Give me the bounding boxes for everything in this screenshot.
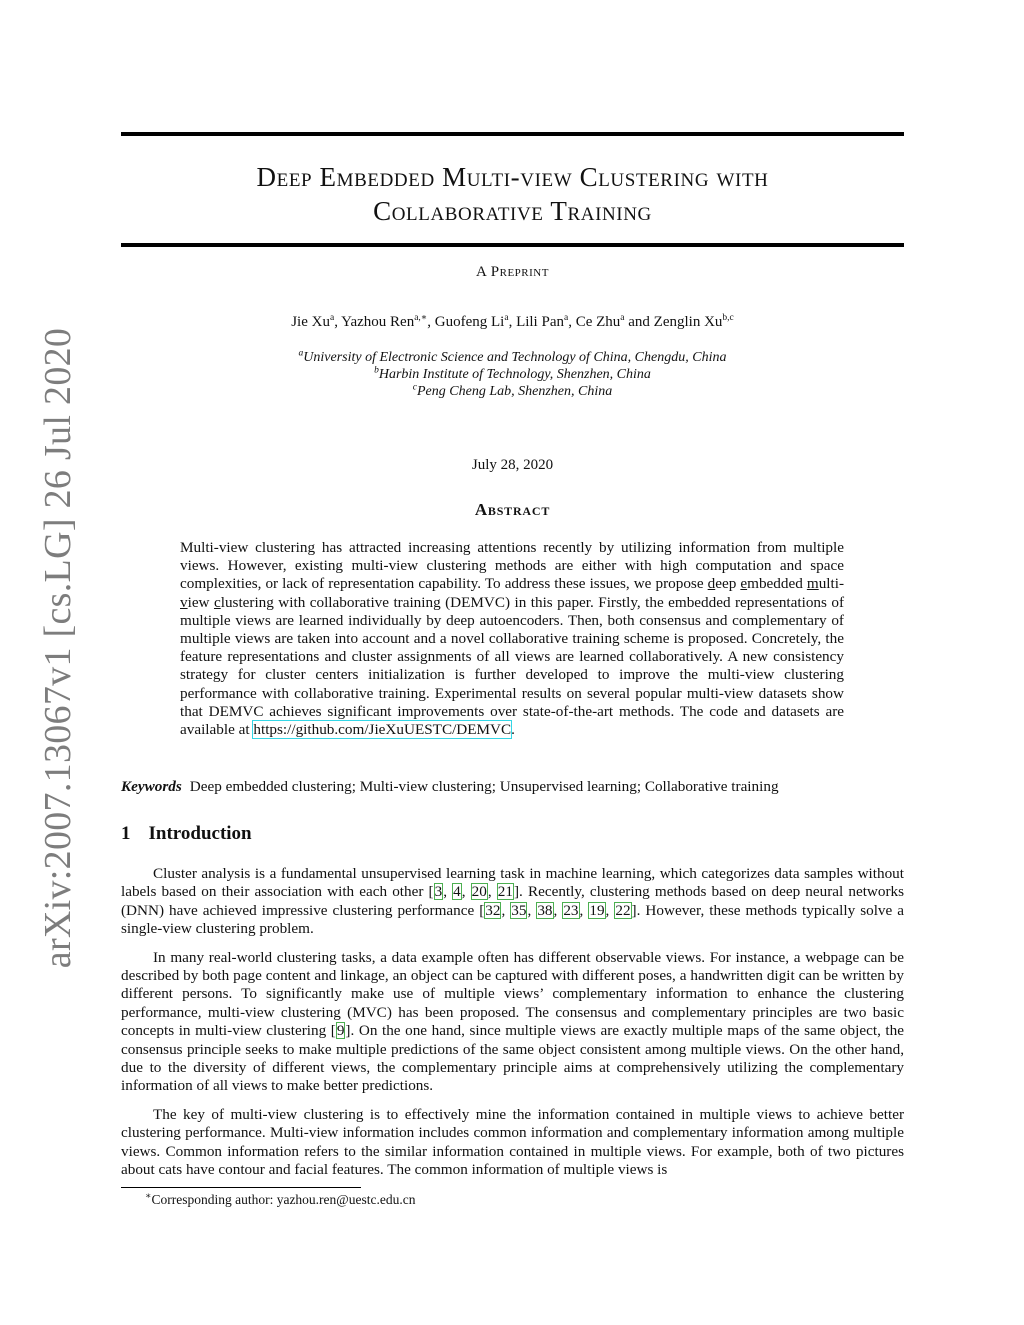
citation-link[interactable]: 4 bbox=[453, 883, 461, 901]
paragraph-text: , bbox=[501, 901, 511, 919]
paragraph-text: , bbox=[553, 901, 563, 919]
citation-link[interactable]: 32 bbox=[485, 901, 501, 919]
body-paragraph bbox=[121, 949, 904, 1096]
footnote-rule bbox=[121, 1187, 361, 1188]
acronym-word-rest: iew bbox=[187, 593, 214, 611]
paragraph-text: , bbox=[443, 883, 453, 901]
author-affiliation-mark: a bbox=[329, 313, 335, 323]
affiliation-line bbox=[121, 366, 904, 383]
affiliation-list bbox=[121, 349, 904, 400]
paragraph-text: ]. However, these methods typically solve a single-view clustering problem. bbox=[121, 901, 905, 938]
acronym-word-rest: lustering bbox=[220, 593, 274, 611]
abstract-part-3: . bbox=[511, 721, 515, 739]
acronym-letter: e bbox=[740, 575, 748, 593]
author-list bbox=[121, 314, 904, 331]
paragraph-text: ]. On the one hand, since multiple views are exactly multiple maps of the same object, the consensus principle seeks to make multiple predictions of the same object consistent among multiple views. On the other hand, due to the diversity of different views, the complementary principle aims at comprehensively utilizing the complementary information of all views to make better predictions. bbox=[121, 1022, 904, 1095]
paragraph-text: In many real-world clustering tasks, a data example often has different observable views. For instance, a webpage can be described by both page content and linkage, an object can be captured with different poses, a handwritten digit can be written by different persons. To significantly make use of multiple views’ complementary information to enhance the clustering performance, multi-view clustering (MVC) has been proposed. The consensus and complementary principles are two basic concepts in multi-view clustering [ bbox=[121, 948, 904, 1040]
affiliation-mark: a bbox=[298, 348, 304, 359]
author-name: Zenglin Xu bbox=[653, 314, 723, 330]
paragraph-text: The key of multi-view clustering is to effectively mine the information contained in multiple views to achieve better clustering performance. Multi-view information includes common information and complementary information among multiple views. Common information refers to the similar information contained in multiple views. For example, both of two pictures about cats have contour and facial features. The common information of multiple views is bbox=[121, 1105, 904, 1179]
acronym-word-rest: ulti- bbox=[818, 575, 844, 593]
citation-link[interactable]: 9 bbox=[336, 1022, 345, 1040]
citation-link[interactable]: 19 bbox=[589, 901, 605, 919]
keywords-text: Deep embedded clustering; Multi-view clustering; Unsupervised learning; Collaborative training bbox=[189, 778, 779, 795]
abstract-part-2: with collaborative training (DEMVC) in this paper. Firstly, the embedded representations of multiple views are learned individually by deep autoencoders. Then, both consensus and complementary of multiple views are taken into account and a novel collaborative training scheme is proposed. Concretely, the feature representations and cluster assignments of all views are learned collaboratively. A new consistency strategy for cluster centers initialization is further developed to improve the multi-view clustering performance with collaborative training. Experimental results on several popular multi-view datasets show that DEMVC achieves significant improvements over state-of-the-art methods. The code and datasets are available at bbox=[180, 593, 844, 739]
acronym-letter: c bbox=[213, 593, 221, 611]
author-name: Guofeng Li bbox=[434, 314, 505, 330]
title-bottom-rule bbox=[121, 243, 904, 247]
footnote-text: Corresponding author: yazhou.ren@uestc.edu.cn bbox=[151, 1192, 416, 1207]
citation-link[interactable]: 20 bbox=[471, 883, 487, 901]
code-repository-link[interactable]: https://github.com/JieXuUESTC/DEMVC bbox=[253, 721, 512, 739]
acronym-word-rest: mbedded bbox=[747, 575, 807, 593]
affiliation-name: University of Electronic Science and Technology of China, Chengdu, China bbox=[303, 350, 727, 365]
citation-link[interactable]: 22 bbox=[615, 901, 631, 919]
affiliation-mark: b bbox=[374, 365, 379, 376]
affiliation-line bbox=[121, 349, 904, 366]
citation-link[interactable]: 3 bbox=[434, 883, 443, 901]
author-separator: , bbox=[568, 314, 576, 330]
author-affiliation-mark: a bbox=[620, 313, 625, 323]
author-name: Jie Xu bbox=[291, 314, 330, 330]
paragraph-text: Cluster analysis is a fundamental unsupervised learning task in machine learning, which categorizes data samples without labels based on their association with each other [ bbox=[121, 865, 904, 901]
section-heading bbox=[121, 823, 252, 845]
author-separator: , bbox=[334, 314, 342, 330]
keywords-label: Keywords bbox=[121, 778, 182, 795]
paragraph-text: , bbox=[527, 901, 537, 919]
acronym-letter: d bbox=[707, 575, 716, 593]
footnote bbox=[145, 1192, 415, 1208]
title-line-1: Deep Embedded Multi-view Clustering with bbox=[256, 162, 769, 192]
body-paragraph bbox=[121, 1106, 904, 1180]
paragraph-text: , bbox=[605, 901, 615, 919]
acronym-word-rest: eep bbox=[715, 575, 741, 593]
paragraph-text: , bbox=[487, 883, 497, 901]
author-affiliation-mark: a,∗ bbox=[414, 313, 428, 323]
paragraph-text: , bbox=[461, 883, 471, 901]
citation-link[interactable]: 35 bbox=[511, 901, 527, 919]
paragraph-text: , bbox=[579, 901, 589, 919]
abstract-heading: Abstract bbox=[474, 500, 551, 519]
preprint-label: A Preprint bbox=[476, 264, 549, 280]
citation-link[interactable]: 38 bbox=[537, 901, 553, 919]
body-paragraph bbox=[121, 865, 904, 939]
paper-title bbox=[121, 160, 904, 228]
citation-link[interactable]: 21 bbox=[497, 883, 513, 901]
footnote-mark: ∗ bbox=[145, 1191, 152, 1202]
section-number: 1 bbox=[121, 823, 131, 844]
author-separator: and bbox=[624, 314, 654, 330]
title-line-2: Collaborative Training bbox=[373, 196, 652, 226]
title-top-rule bbox=[121, 132, 904, 136]
acronym-letter: m bbox=[806, 575, 819, 593]
affiliation-line bbox=[121, 383, 904, 400]
author-name: Lili Pan bbox=[516, 314, 564, 330]
author-separator: , bbox=[427, 314, 435, 330]
affiliation-name: Peng Cheng Lab, Shenzhen, China bbox=[417, 384, 613, 399]
keywords bbox=[121, 778, 904, 796]
author-affiliation-mark: a bbox=[563, 313, 569, 323]
citation-link[interactable]: 23 bbox=[563, 901, 579, 919]
author-name: Yazhou Ren bbox=[341, 314, 415, 330]
section-title: Introduction bbox=[148, 823, 252, 844]
author-separator: , bbox=[508, 314, 517, 330]
acronym-letter: v bbox=[180, 593, 188, 611]
paper-date: July 28, 2020 bbox=[471, 457, 554, 473]
author-affiliation-mark: b,c bbox=[722, 313, 734, 323]
affiliation-name: Harbin Institute of Technology, Shenzhen, China bbox=[378, 367, 651, 382]
affiliation-mark: c bbox=[412, 382, 417, 393]
author-name: Ce Zhu bbox=[575, 314, 621, 330]
arxiv-identifier: arXiv:2007.13067v1 [cs.LG] 26 Jul 2020 bbox=[37, 327, 79, 969]
introduction-body bbox=[121, 865, 904, 1190]
author-affiliation-mark: a bbox=[504, 313, 509, 323]
paragraph-text: ]. Recently, clustering methods based on deep neural networks (DNN) have achieved impressive clustering performance [ bbox=[121, 883, 905, 919]
abstract-part-1: Multi-view clustering has attracted increasing attentions recently by utilizing information from multiple views. However, existing multi-view clustering methods are either with high computation and space complexities, or lack of representation capability. To address these issues, we propose bbox=[180, 539, 844, 593]
abstract-text bbox=[180, 539, 844, 739]
